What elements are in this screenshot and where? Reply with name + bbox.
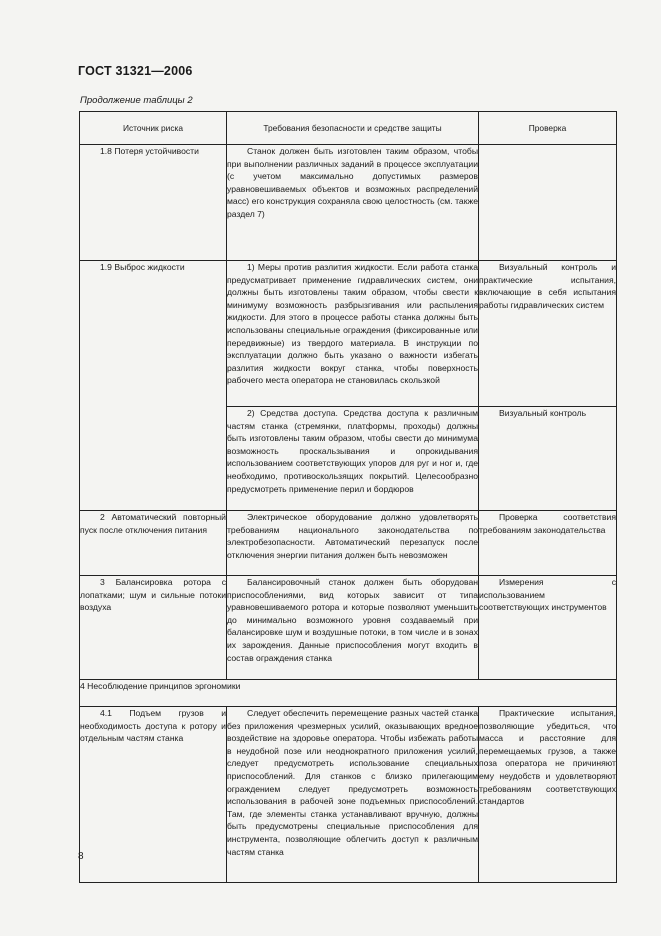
header-verification: Проверка — [479, 112, 617, 145]
risk-source-cell: 1.9 Выброс жидкости — [80, 261, 227, 511]
risk-source-cell: 4.1 Подъем грузов и необходимость доступа к ротору и отдельным частям станка — [80, 707, 227, 883]
verification-cell: Измерения с использованием соответствующих инструментов — [479, 576, 617, 680]
table-row-4-1 — [80, 707, 617, 883]
requirement-cell: Балансировочный станок должен быть оборудован приспособлениями, вид которых зависит от типа уравновешиваемого ротора и которые позволяют уменьшить до минимально возможного уровня создаваемый при балансировке шум и воздушные потоки, в том числе и в зонах их зарождения. Данные приспособления могут входить в состав ограждения станка — [227, 576, 479, 680]
risk-source-cell: 3 Балансировка ротора с лопатками; шум и сильные потоки воздуха — [80, 576, 227, 680]
requirements-table — [79, 111, 617, 883]
requirement-cell: Электрическое оборудование должно удовлетворять требованиям национального законодательства по электробезопасности. Автоматический перезапуск после отключения энергии питания должен быть невозможен — [227, 511, 479, 576]
table-row-3 — [80, 576, 617, 680]
requirement-cell: 1) Меры против разлития жидкости. Если работа станка предусматривает применение гидравлических систем, они должны быть изготовлены таким образом, чтобы свести к минимуму возможность разбрызгивания или распыления жидкости. Для этого в процессе работы станка должны быть использованы специальные ограждения (фиксированные или передвижные) из твердого материала. В инструкции по эксплуатации должно быть указано о важности избегать разлития жидкости вокруг станка, чтобы поверхность рабочего места оператора не становилась скользкой — [227, 261, 479, 407]
header-requirements: Требования безопасности и средстве защиты — [227, 112, 479, 145]
requirement-cell: Следует обеспечить перемещение разных частей станка без приложения чрезмерных усилий, оказывающих вредное воздействие на здоровье оператора. Чтобы избежать работы в неудобной позе или неоднократного приложения усилий, следует предусмотреть использование специальных приспособлений. Для станков с близко прилегающим ограждением следует предусмотреть возможность использования в рабочей зоне подъемных приспособлений. Там, где элементы станка устанавливают вручную, должны быть предусмотрены специальные приспособления для инструмента, позволяющие облегчить доступ к различным частям станка — [227, 707, 479, 883]
header-risk-source: Источник риска — [80, 112, 227, 145]
table-caption: Продолжение таблицы 2 — [80, 95, 193, 106]
requirement-cell: 2) Средства доступа. Средства доступа к различным частям станка (стремянки, платформы, проходы) должны быть изготовлены таким образом, чтобы свести до минимума возможность проскальзывания и опрокидывания использованием соответствующих упоров для руг и ног и, где необходимо, противоскользящих покрытий. Целесообразно предусмотреть применение перил и бордюров — [227, 407, 479, 511]
page-number: 8 — [78, 851, 84, 862]
requirement-cell: Станок должен быть изготовлен таким образом, чтобы при выполнении различных заданий в процессе эксплуатации (с учетом максимально допустимых размеров уравновешиваемых объектов и возможных распределений масс) его конструкция сохраняла свою целостность (см. также раздел 7) — [227, 145, 479, 261]
risk-source-cell: 2 Автоматический повторный пуск после отключения питания — [80, 511, 227, 576]
section-row-4 — [80, 680, 617, 707]
verification-cell — [479, 145, 617, 261]
table-row-1-8 — [80, 145, 617, 261]
standard-title: ГОСТ 31321—2006 — [78, 64, 193, 78]
verification-cell: Проверка соответствия требованиям законодательства — [479, 511, 617, 576]
table-row-1-9a — [80, 261, 617, 407]
table-header-row — [80, 112, 617, 145]
verification-cell: Практические испытания, позволяющие убедиться, что масса и расстояние для перемещаемых грузов, а также поза оператора не причиняют ему неудобств и удовлетворяют требованиям соответствующих стандартов — [479, 707, 617, 883]
risk-source-cell: 1.8 Потеря устойчивости — [80, 145, 227, 261]
verification-cell: Визуальный контроль и практические испытания, включающие в себя испытания работы гидравлических систем — [479, 261, 617, 407]
table-row-2 — [80, 511, 617, 576]
section-heading-ergonomics: 4 Несоблюдение принципов эргономики — [80, 680, 617, 707]
verification-cell: Визуальный контроль — [479, 407, 617, 511]
